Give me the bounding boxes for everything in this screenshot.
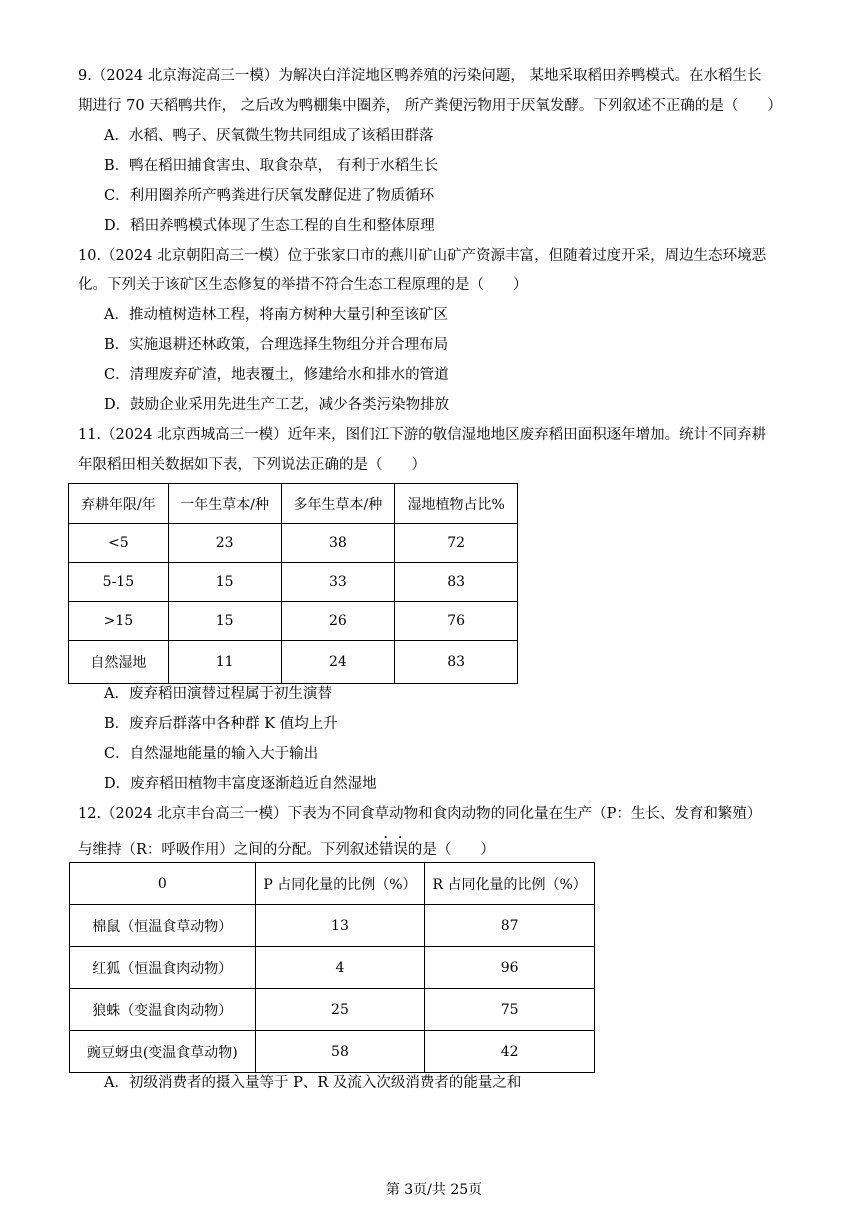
q11-option-a: A．废弃稻田演替过程属于初生演替 bbox=[104, 686, 332, 702]
q11-stem-line2: 年限稻田相关数据如下表，下列说法正确的是（ ） bbox=[78, 457, 426, 473]
table-header-cell: P 占同化量的比例（%） bbox=[255, 863, 425, 905]
table-cell: 25 bbox=[255, 989, 425, 1031]
table-cell: 5-15 bbox=[69, 563, 169, 602]
table-row bbox=[70, 989, 595, 1031]
table-header-cell: R 占同化量的比例（%） bbox=[425, 863, 595, 905]
table-cell: 豌豆蚜虫(变温食草动物) bbox=[70, 1031, 256, 1073]
table-header-cell: 多年生草本/种 bbox=[281, 484, 395, 524]
q10-stem-line2: 化。下列关于该矿区生态修复的举措不符合生态工程原理的是（ ） bbox=[78, 277, 528, 293]
q9-stem-line2: 期进行 70 天稻鸭共作， 之后改为鸭棚集中圈养， 所产粪便污物用于厌氧发酵。下列叙述不正确的是（ ） bbox=[78, 98, 782, 114]
table-cell: 26 bbox=[281, 602, 395, 641]
table-cell: 4 bbox=[255, 947, 425, 989]
table-cell: 11 bbox=[168, 641, 281, 684]
table-cell: 75 bbox=[425, 989, 595, 1031]
q12-stem-part3: 的是（ ） bbox=[407, 842, 495, 858]
table-header-cell: 一年生草本/种 bbox=[168, 484, 281, 524]
table-cell: >15 bbox=[69, 602, 169, 641]
q10-option-c: C．清理废弃矿渣，地表覆土，修建给水和排水的管道 bbox=[104, 367, 449, 383]
table-cell: 狼蛛（变温食肉动物） bbox=[70, 989, 256, 1031]
q11-data-table bbox=[68, 483, 518, 684]
table-cell: 棉鼠（恒温食草动物） bbox=[70, 905, 256, 947]
table-cell: 33 bbox=[281, 563, 395, 602]
q11-option-c: C．自然湿地能量的输入大于输出 bbox=[104, 746, 319, 762]
q11-stem-line1: 11.（2024 北京西城高三一模）近年来，图们江下游的敬信湿地地区废弃稻田面积逐年增加。统计不同弃耕 bbox=[78, 427, 767, 443]
q9-option-c: C．利用圈养所产鸭粪进行厌氧发酵促进了物质循环 bbox=[104, 188, 435, 204]
q12-option-a: A．初级消费者的摄入量等于 P、R 及流入次级消费者的能量之和 bbox=[104, 1075, 522, 1091]
q9-option-b: B．鸭在稻田捕食害虫、取食杂草， 有利于水稻生长 bbox=[104, 158, 439, 174]
table-cell: 38 bbox=[281, 524, 395, 563]
q12-emphasis: 错误 bbox=[378, 842, 408, 858]
q9-option-d: D．稻田养鸭模式体现了生态工程的自生和整体原理 bbox=[104, 218, 435, 234]
q9-option-a: A．水稻、鸭子、厌氧微生物共同组成了该稻田群落 bbox=[104, 128, 434, 144]
table-row bbox=[70, 905, 595, 947]
table-cell: 23 bbox=[168, 524, 281, 563]
table-cell: 15 bbox=[168, 563, 281, 602]
table-row bbox=[69, 524, 518, 563]
table-cell: 13 bbox=[255, 905, 425, 947]
q10-option-d: D．鼓励企业采用先进生产工艺，减少各类污染物排放 bbox=[104, 397, 450, 413]
table-cell: 87 bbox=[425, 905, 595, 947]
table-row bbox=[70, 947, 595, 989]
table-cell: 58 bbox=[255, 1031, 425, 1073]
q10-option-b: B．实施退耕还林政策，合理选择生物组分并合理布局 bbox=[104, 337, 449, 353]
table-header-cell: 0 bbox=[70, 863, 256, 905]
q9-stem-line1: 9.（2024 北京海淀高三一模）为解决白洋淀地区鸭养殖的污染问题， 某地采取稻田养鸭模式。在水稻生长 bbox=[78, 68, 762, 84]
table-cell: <5 bbox=[69, 524, 169, 563]
q10-stem-line1: 10.（2024 北京朝阳高三一模）位于张家口市的燕川矿山矿产资源丰富，但随着过度开采，周边生态环境恶 bbox=[78, 248, 767, 264]
table-row bbox=[69, 563, 518, 602]
table-cell: 96 bbox=[425, 947, 595, 989]
table-cell: 76 bbox=[395, 602, 518, 641]
q12-data-table bbox=[69, 862, 595, 1073]
table-cell: 72 bbox=[395, 524, 518, 563]
table-header-row bbox=[69, 484, 518, 524]
q12-stem-part1: 与维持（R：呼吸作用）之间的分配。下列叙述 bbox=[78, 842, 379, 858]
q12-stem-line1: 12.（2024 北京丰台高三一模）下表为不同食草动物和食肉动物的同化量在生产（P：生长、发育和繁殖） bbox=[78, 806, 762, 822]
table-cell: 自然湿地 bbox=[69, 641, 169, 684]
q11-option-d: D．废弃稻田植物丰富度逐渐趋近自然湿地 bbox=[104, 776, 377, 792]
q11-option-b: B．废弃后群落中各种群 K 值均上升 bbox=[104, 716, 338, 732]
table-cell: 83 bbox=[395, 563, 518, 602]
q12-stem-line2 bbox=[78, 834, 495, 860]
table-row bbox=[69, 641, 518, 684]
table-header-row bbox=[70, 863, 595, 905]
q10-option-a: A．推动植树造林工程，将南方树种大量引种至该矿区 bbox=[104, 307, 448, 323]
table-header-cell: 湿地植物占比% bbox=[395, 484, 518, 524]
table-header-cell: 弃耕年限/年 bbox=[69, 484, 169, 524]
table-cell: 红狐（恒温食肉动物） bbox=[70, 947, 256, 989]
table-row bbox=[69, 602, 518, 641]
page-footer: 第 3页/共 25页 bbox=[385, 1182, 483, 1198]
table-cell: 15 bbox=[168, 602, 281, 641]
table-cell: 24 bbox=[281, 641, 395, 684]
table-cell: 42 bbox=[425, 1031, 595, 1073]
table-cell: 83 bbox=[395, 641, 518, 684]
table-row bbox=[70, 1031, 595, 1073]
